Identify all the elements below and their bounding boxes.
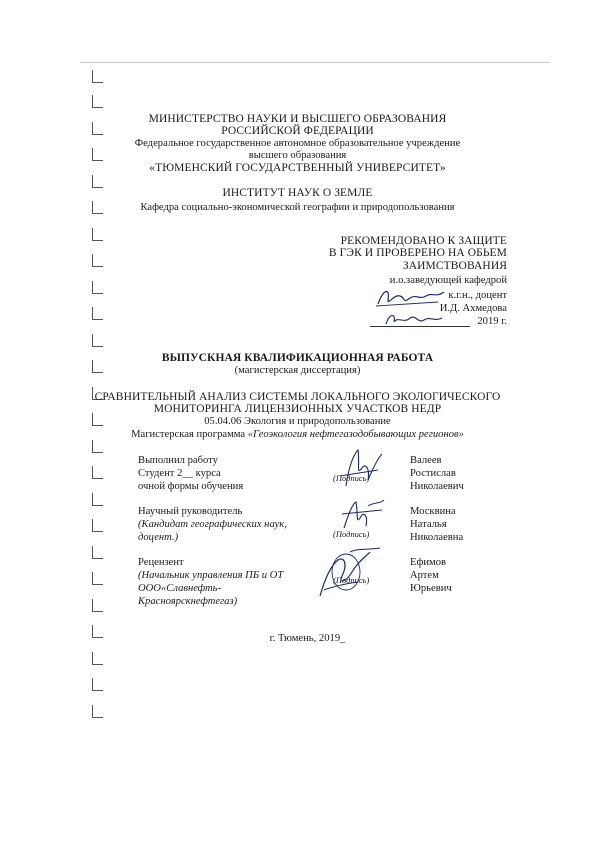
student-form: очной формы обучения	[138, 481, 244, 492]
reviewer-company-line-2: Красноярскнефтегаз)	[138, 596, 238, 607]
supervisor-degree: (Кандидат географических наук,	[138, 519, 287, 530]
work-subtype: (магистерская диссертация)	[234, 365, 361, 376]
supervisor-signature-label: (Подпись)	[333, 529, 370, 539]
supervisor-patronymic: Николаевна	[410, 532, 464, 543]
binder-hole-mark	[92, 572, 103, 585]
institution-line-2: высшего образования	[248, 150, 347, 161]
binder-hole-mark	[92, 599, 103, 612]
ministry-line-2: РОССИЙСКОЙ ФЕДЕРАЦИИ	[221, 125, 374, 137]
student-surname: Валеев	[410, 455, 442, 466]
reviewer-surname: Ефимов	[410, 557, 447, 568]
student-course: Студент 2__ курса	[138, 468, 221, 479]
university-name: «ТЮМЕНСКИЙ ГОСУДАРСТВЕННЫЙ УНИВЕРСИТЕТ»	[149, 162, 446, 174]
binder-hole-mark	[92, 493, 103, 506]
reviewer-company-line-1: ООО«Славнефть-	[138, 583, 222, 594]
department-name: Кафедра социально-экономической географии и природопользования	[140, 202, 455, 213]
program-line	[0, 429, 595, 441]
approval-line-2: В ГЭК И ПРОВЕРЕНО НА ОБЬЕМ	[328, 247, 507, 259]
program-name: «Геоэкология нефтегазодобывающих регионов»	[247, 429, 464, 440]
reviewer-signature	[314, 546, 384, 602]
student-first-name: Ростислав	[410, 468, 456, 479]
supervisor-signature	[338, 498, 386, 534]
binder-hole-mark	[92, 228, 103, 241]
program-prefix: Магистерская программа	[131, 429, 248, 440]
topic-line-2: МОНИТОРИНГА ЛИЦЕНЗИОННЫХ УЧАСТКОВ НЕДР	[153, 403, 442, 415]
reviewer-patronymic: Юрьевич	[410, 583, 452, 594]
binder-hole-mark	[92, 652, 103, 665]
approval-date: 2019 г.	[477, 316, 507, 327]
reviewer-signature-label: (Подпись)	[333, 575, 370, 585]
binder-hole-mark	[92, 281, 103, 294]
reviewer-role: Рецензент	[138, 557, 184, 568]
binder-hole-mark	[92, 95, 103, 108]
reviewer-position: (Начальник управления ПБ и ОТ	[138, 570, 284, 581]
topic-line-1: СРАВНИТЕЛЬНЫЙ АНАЛИЗ СИСТЕМЫ ЛОКАЛЬНОГО ЭКОЛОГИЧЕСКОГО	[94, 391, 501, 403]
binder-hole-mark	[92, 70, 103, 83]
binder-hole-mark	[92, 440, 103, 453]
head-signature	[376, 286, 446, 310]
approval-line-3: ЗАИМСТВОВАНИЯ	[402, 260, 507, 272]
city-year: г. Тюмень, 2019_	[269, 633, 346, 644]
institute-name: ИНСТИТУТ НАУК О ЗЕМЛЕ	[222, 187, 373, 199]
student-signature	[338, 446, 384, 492]
supervisor-surname: Москвина	[410, 506, 456, 517]
approval-line-1: РЕКОМЕНДОВАНО К ЗАЩИТЕ	[340, 235, 507, 247]
approval-position: и.о.заведующей кафедрой	[389, 275, 507, 286]
binder-hole-mark	[92, 307, 103, 320]
student-signature-label: (Подпись)	[333, 473, 370, 483]
specialty: 05.04.06 Экология и природопользование	[204, 416, 391, 427]
ministry-line-1: МИНИСТЕРСТВО НАУКИ И ВЫСШЕГО ОБРАЗОВАНИЯ	[148, 113, 447, 125]
student-role: Выполнил работу	[138, 455, 218, 466]
approval-head-name: И.Д. Ахмедова	[439, 303, 507, 314]
binder-hole-mark	[92, 678, 103, 691]
reviewer-first-name: Артем	[410, 570, 439, 581]
binder-hole-mark	[92, 519, 103, 532]
approval-degree: к.г.н., доцент	[448, 290, 507, 301]
scan-top-edge	[80, 62, 550, 63]
binder-hole-mark	[92, 546, 103, 559]
binder-hole-mark	[92, 466, 103, 479]
institution-line-1: Федеральное государственное автономное образовательное учреждение	[134, 138, 461, 149]
work-type: ВЫПУСКНАЯ КВАЛИФИКАЦИОННАЯ РАБОТА	[161, 352, 434, 364]
supervisor-title: доцент.)	[138, 532, 179, 543]
binder-hole-mark	[92, 254, 103, 267]
binder-hole-mark	[92, 705, 103, 718]
supervisor-first-name: Наталья	[410, 519, 447, 530]
supervisor-role: Научный руководитель	[138, 506, 243, 517]
date-signature	[384, 310, 444, 330]
binder-hole-mark	[92, 334, 103, 347]
student-patronymic: Николаевич	[410, 481, 464, 492]
